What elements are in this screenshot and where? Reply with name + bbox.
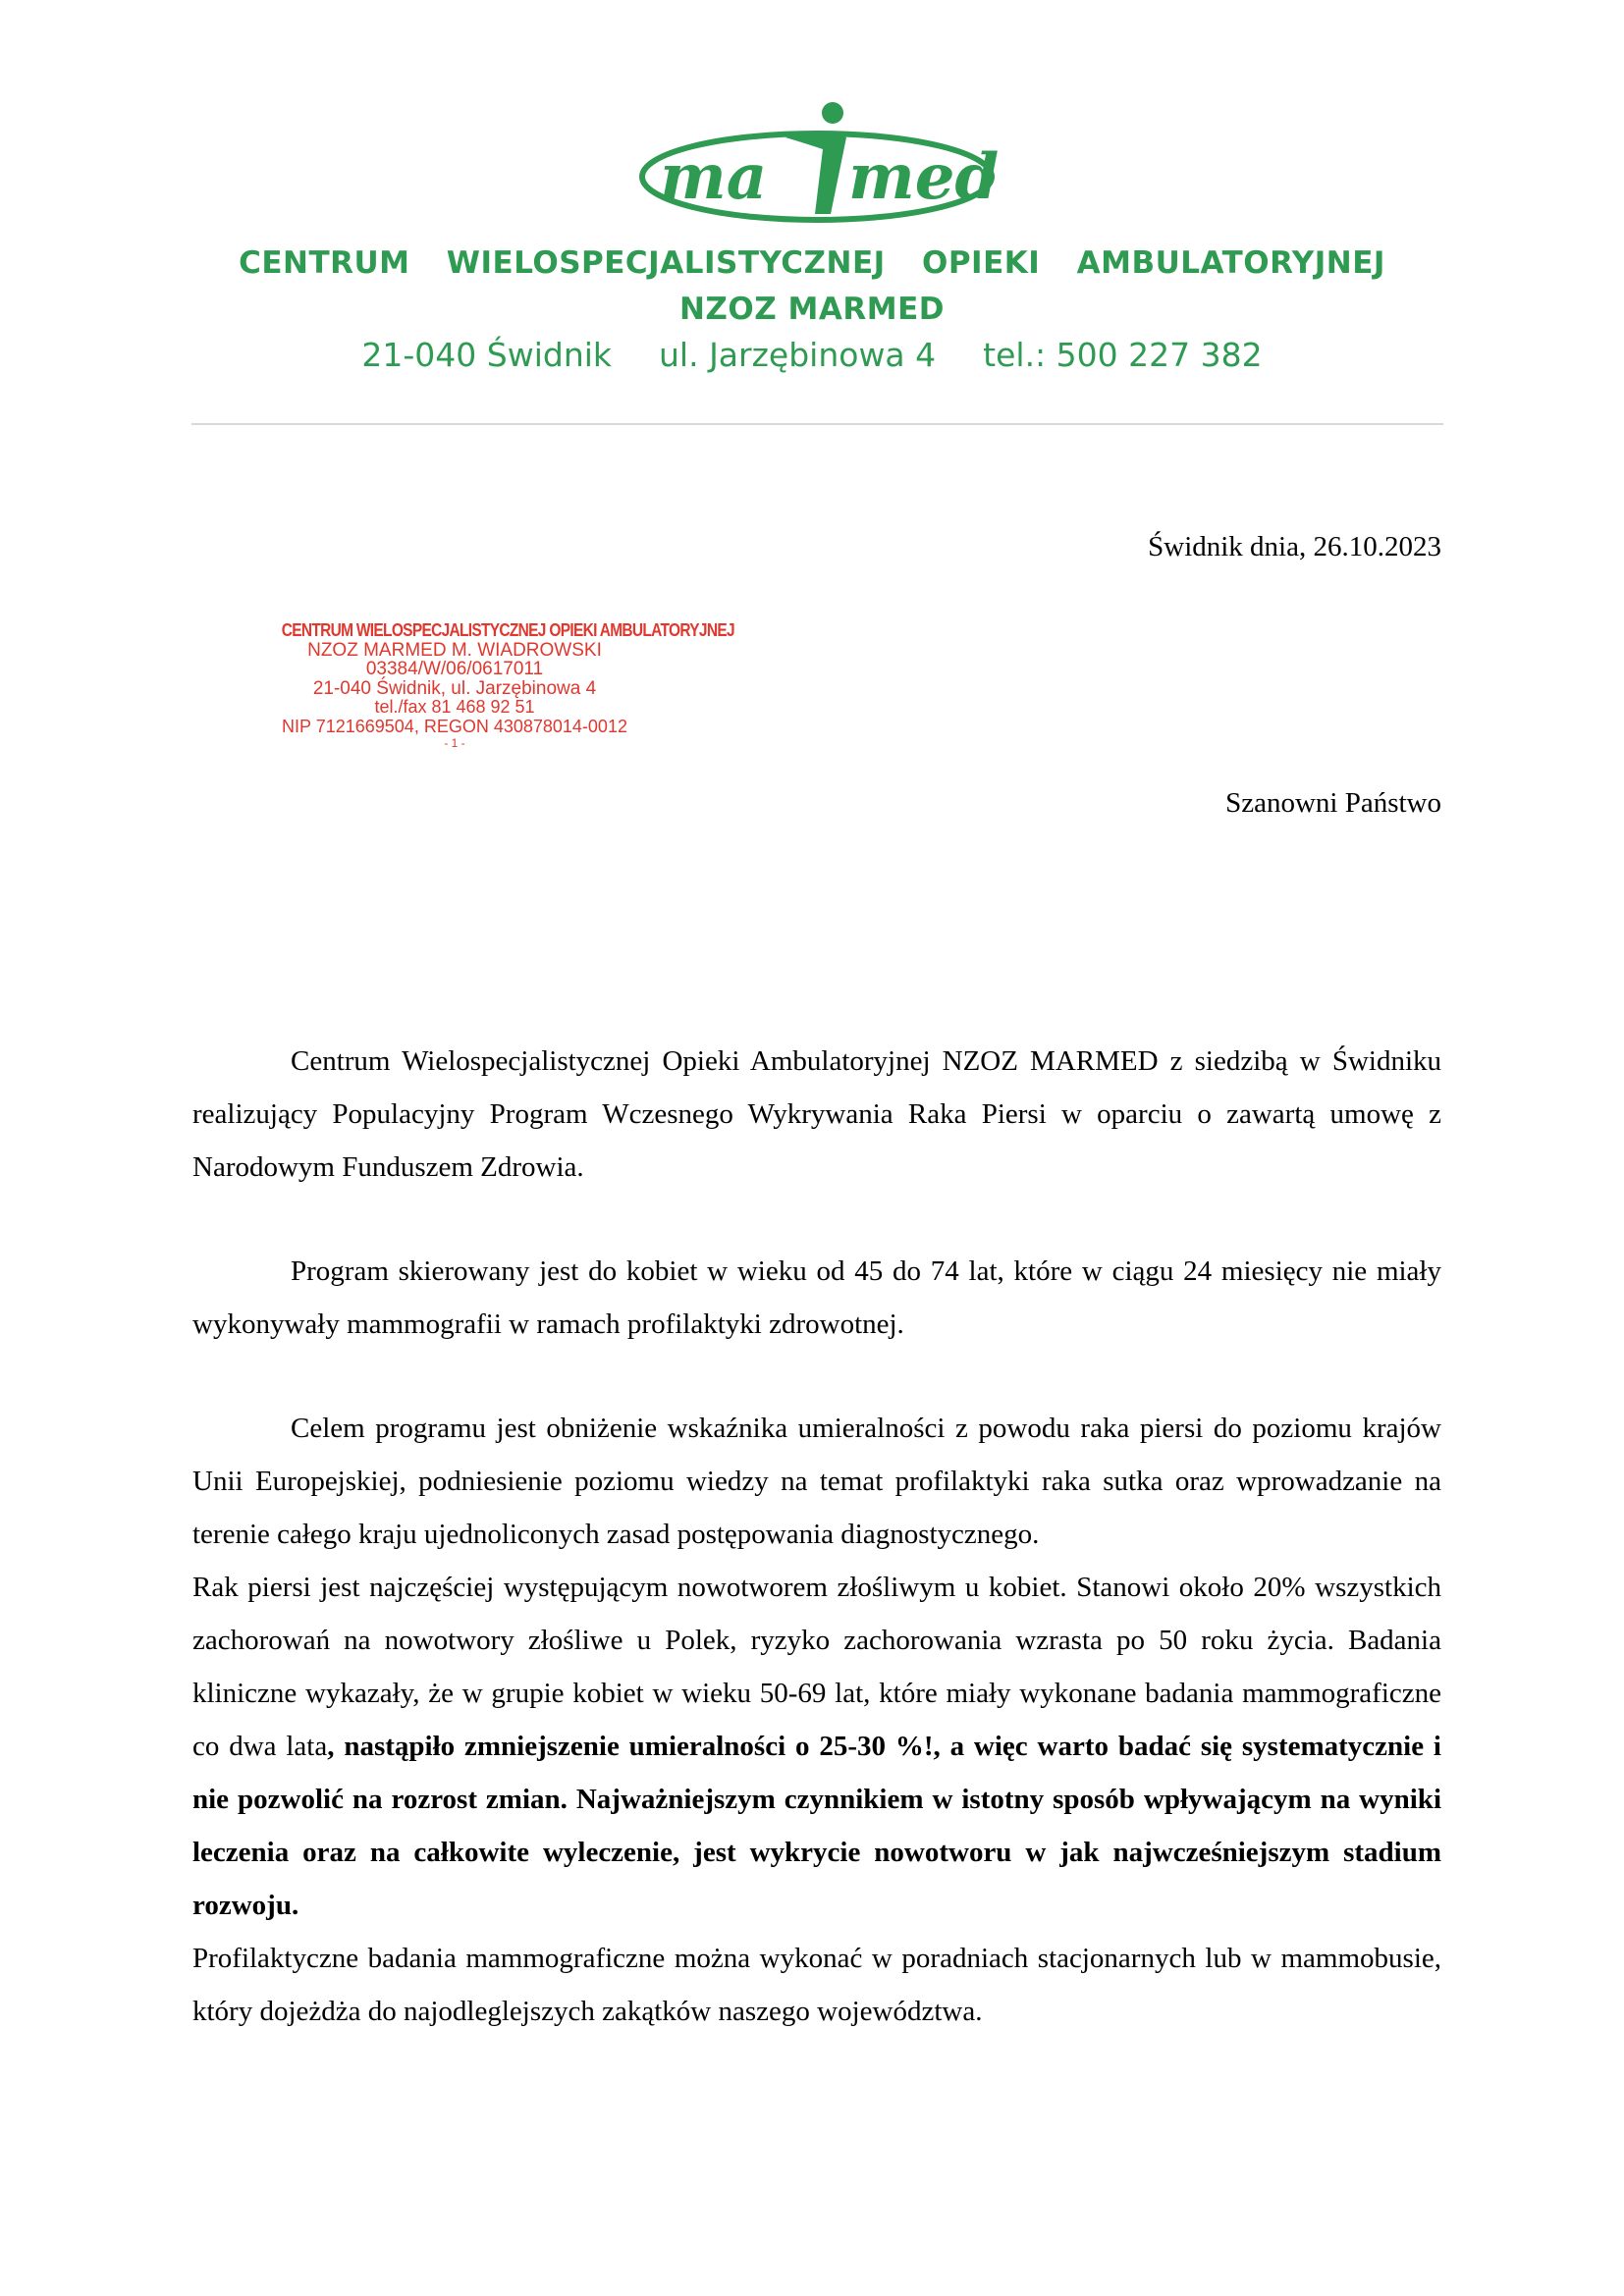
paragraph-3-block	[192, 1402, 1441, 2038]
stamp-line-2: NZOZ MARMED M. WIADROWSKI	[307, 639, 602, 661]
letterhead-contact	[0, 336, 1624, 374]
paragraph-2-text: Program skierowany jest do kobiet w wieku od 45 do 74 lat, które w ciągu 24 miesięcy nie miały wykonywały mammografii w ramach profilaktyki zdrowotnej.	[192, 1255, 1441, 1340]
greeting: Szanowni Państwo	[1225, 787, 1441, 819]
logo-figure-head	[822, 102, 843, 124]
paragraph-2	[192, 1245, 1441, 1351]
paragraph-1-text: Centrum Wielospecjalistycznej Opieki Ambulatoryjnej NZOZ MARMED z siedzibą w Świdniku realizujący Populacyjny Program Wczesnego Wykrywania Raka Piersi w oparciu o zawartą umowę z Narodowym Funduszem Zdrowia.	[192, 1045, 1441, 1183]
paragraph-4	[192, 1561, 1441, 1932]
logo-text-2: med	[848, 140, 1000, 214]
stamp-line-5: tel./fax 81 468 92 51	[374, 697, 535, 717]
letterhead-title: CENTRUM WIELOSPECJALISTYCZNEJ OPIEKI AMBULATORYJNEJ	[239, 245, 1385, 281]
date-line: Świdnik dnia, 26.10.2023	[1148, 531, 1441, 562]
paragraph-4-text: Rak piersi jest najczęściej występującym nowotworem złośliwym u kobiet. Stanowi około 20% wszystkich zachorowań na nowotwory złośliwe u Polek, ryzyko zachorowania wzrasta po 50 roku życia. Badania kliniczne wykazały, że w grupie kobiet w wieku 50-69 lat, które miały wykonane badania mammograficzne co dwa lata	[192, 1572, 1441, 1762]
letterhead-city: 21-040 Świdnik	[361, 336, 613, 374]
marmed-logo	[638, 98, 1001, 231]
logo-figure-body	[785, 132, 846, 214]
paragraph-3-text: Celem programu jest obniżenie wskaźnika umieralności z powodu raka piersi do poziomu krajów Unii Europejskiej, podniesienie poziomu wiedzy na temat profilaktyki raka sutka oraz wprowadzanie na terenie całego kraju ujednoliconych zasad postępowania diagnostycznego.	[192, 1413, 1441, 1550]
header-divider	[191, 423, 1443, 425]
paragraph-5-text: Profilaktyczne badania mammograficzne można wykonać w poradniach stacjonarnych lub w mammobusie, który dojeżdża do najodleglejszych zakątków naszego województwa.	[192, 1943, 1441, 2027]
stamp-line-1: CENTRUM WIELOSPECJALISTYCZNEJ OPIEKI AMBULATORYJNEJ	[281, 620, 734, 640]
stamp-line-6: NIP 7121669504, REGON 430878014-0012	[282, 716, 627, 736]
logo-text: ma	[660, 140, 768, 214]
letterhead-subtitle: NZOZ MARMED	[678, 292, 945, 327]
letterhead-street: ul. Jarzębinowa 4	[659, 336, 937, 374]
letterhead-phone: tel.: 500 227 382	[983, 336, 1263, 374]
company-stamp	[253, 620, 734, 798]
stamp-line-7: - 1 -	[444, 736, 465, 750]
paragraph-1	[192, 1035, 1441, 1194]
stamp-line-4: 21-040 Świdnik, ul. Jarzębinowa 4	[312, 677, 597, 699]
stamp-line-3: 03384/W/06/0617011	[365, 659, 544, 679]
paragraph-4-bold-text: , nastąpiło zmniejszenie umieralności o 25-30 %!, a więc warto badać się systematycznie i nie pozwolić na rozrost zmian. Najważniejszym czynnikiem w istotny sposób wpływającym na wyniki leczenia oraz na całkowite wyleczenie, jest wykrycie nowotworu w jak najwcześniejszym stadium rozwoju.	[192, 1731, 1441, 1921]
